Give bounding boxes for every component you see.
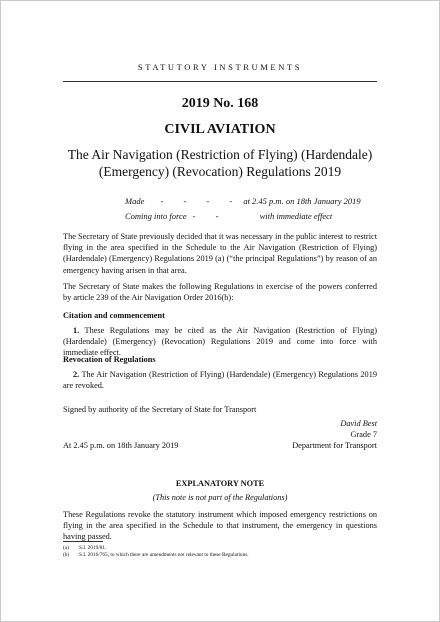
made-value: at 2.45 p.m. on 18th January 2019	[243, 196, 361, 206]
regulation-1-text: These Regulations may be cited as the Air Navigation (Restriction of Flying) (Hardendale) (Emergency) (Revocation) Regulations 2019 and come into force with immediate effect.	[63, 326, 377, 358]
coming-into-force-value: with immediate effect	[259, 211, 333, 221]
section-heading-citation: Citation and commencement	[63, 311, 165, 320]
preamble-paragraph-1: The Secretary of State previously decided that it was necessary in the public interest to restrict flying in the area specified in the Schedule to the Air Navigation (Restriction of Flying) (Hardendale) (Emergency) Regulations 2019 (a) (“the principal Regulations”) by reason of an emergency having arisen in that area.	[63, 232, 377, 275]
coming-into-force-row	[125, 211, 332, 221]
explanatory-note-heading: EXPLANATORY NOTE	[175, 479, 265, 488]
regulation-2-number: 2.	[73, 370, 80, 379]
footnote-b	[63, 552, 249, 558]
coming-into-force-label: Coming into force	[125, 211, 187, 221]
footnote-b-text: S.I. 2016/765, to which there are amendments not relevant to these Regulations.	[79, 552, 249, 558]
regulation-2	[63, 369, 377, 391]
signature-time: At 2.45 p.m. on 18th January 2019	[63, 441, 179, 450]
instrument-number: 2019 No. 168	[181, 96, 259, 111]
footnote-rule	[63, 541, 103, 542]
instrument-title	[41, 146, 399, 180]
made-label: Made	[125, 196, 145, 206]
regulation-1	[63, 325, 377, 359]
signatory-department: Department for Transport	[292, 441, 377, 450]
regulation-1-number: 1.	[73, 326, 80, 335]
title-line-1: The Air Navigation (Restriction of Flying) (Hardendale)	[67, 147, 373, 162]
title-line-2: (Emergency) (Revocation) Regulations 2019	[98, 164, 342, 179]
section-heading-revocation: Revocation of Regulations	[63, 355, 156, 364]
made-date-row	[125, 196, 361, 206]
coming-into-force-leader: - -	[192, 211, 228, 221]
signatory-name: David Best	[340, 419, 377, 428]
regulation-2-text: The Air Navigation (Restriction of Flying) (Hardendale) (Emergency) Regulations 2019 are revoked.	[63, 370, 377, 391]
made-leader: - - - -	[160, 196, 242, 206]
footnote-b-label: (b)	[63, 552, 70, 558]
signature-authority: Signed by authority of the Secretary of State for Transport	[63, 405, 257, 414]
footnote-a	[63, 545, 106, 551]
header-rule	[63, 81, 377, 82]
preamble-paragraph-2: The Secretary of State makes the following Regulations in exercise of the powers conferred by article 239 of the Air Navigation Order 2016(b):	[63, 282, 377, 303]
signatory-grade: Grade 7	[350, 430, 377, 439]
explanatory-note-subheading: (This note is not part of the Regulations)	[152, 493, 288, 502]
explanatory-note-text: These Regulations revoke the statutory instrument which imposed emergency restrictions on flying in the area specified in the Schedule to that instrument, the emergency in questions having passed.	[63, 510, 377, 542]
footnote-a-label: (a)	[63, 545, 69, 551]
series-header: STATUTORY INSTRUMENTS	[137, 62, 303, 72]
footnote-a-text: S.I. 2019/81.	[79, 545, 107, 551]
instrument-subject: CIVIL AVIATION	[164, 122, 276, 137]
